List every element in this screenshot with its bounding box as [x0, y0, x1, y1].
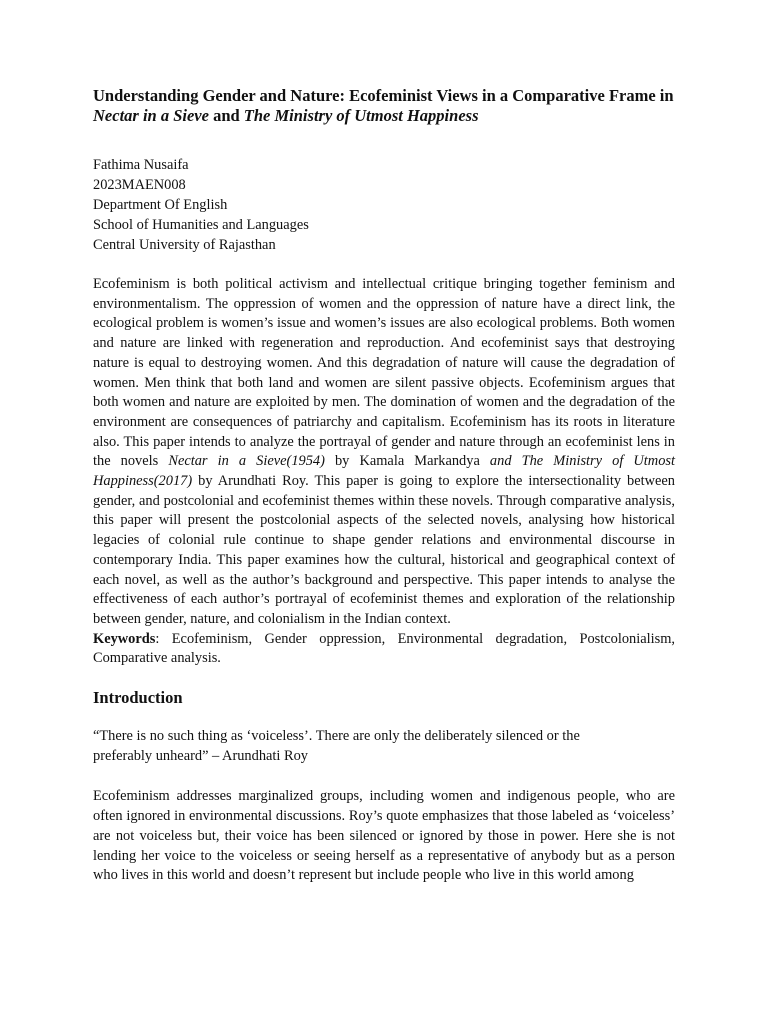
author-id: 2023MAEN008 [93, 177, 186, 193]
author-name: Fathima Nusaifa [93, 157, 189, 173]
keywords [93, 630, 675, 669]
title-novel-1: Nectar in a Sieve [93, 106, 209, 125]
keywords-text: : Ecofeminism, Gender oppression, Environmental degradation, Postcolonialism, Comparative analysis. [93, 630, 675, 667]
introduction-quote: “There is no such thing as ‘voiceless’. There are only the deliberately silenced or the preferably unheard” – Arundhati Roy [93, 728, 580, 764]
abstract-text-2: by Kamala Markandya [324, 453, 490, 470]
introduction-heading: Introduction [93, 688, 183, 708]
paper-title [93, 86, 675, 126]
title-novel-2: The Ministry of Utmost Happiness [243, 106, 479, 125]
author-school: School of Humanities and Languages [93, 217, 309, 233]
author-department: Department Of English [93, 197, 228, 213]
author-university: Central University of Rajasthan [93, 237, 276, 253]
keywords-label: Keywords [93, 630, 156, 647]
abstract-paragraph [93, 275, 675, 630]
author-block [93, 155, 675, 255]
abstract-novel-2: The Ministry of Utmost Happiness(2017) [93, 453, 675, 490]
title-and: and [208, 106, 244, 125]
abstract [93, 275, 675, 669]
title-text: Understanding Gender and Nature: Ecofeminist Views in a Comparative Frame in [93, 86, 674, 105]
abstract-and: and [489, 453, 512, 470]
abstract-text-1: Ecofeminism is both political activism and intellectual critique bringing together feminism and environmentalism. The oppression of women and the oppression of nature have a direct link, the ecological problem is women’s issue and women’s issues are also ecological problems. Both women and nature are linked with regeneration and reproduction. And ecofeminist says that destroying nature is equal to destroying women. And this degradation of nature will cause the degradation of women. Men think that both land and women are silent passive objects. Ecofeminism argues that both women and nature are exploited by men. The domination of women and the degradation of the environment are consequences of patriarchy and capitalism. Ecofeminism has its roots in literature also. This paper intends to analyze the portrayal of gender and nature through an ecofeminist lens in the novels [93, 276, 675, 470]
abstract-novel-1: Nectar in a Sieve(1954) [168, 453, 325, 470]
introduction-paragraph: Ecofeminism addresses marginalized groups, including women and indigenous people, who are often ignored in environmental discussions. Roy’s quote emphasizes that those labeled as ‘voiceless’ are not voiceless but, their voice has been silenced or ignored by those in power. Here she is not lending her voice to the voiceless or seeing herself as a representative of anybody but as a person who lives in this world and doesn’t represent but include people who live in this world among [93, 788, 675, 884]
abstract-text-3: by Arundhati Roy. This paper is going to explore the intersectionality between gender, and postcolonial and ecofeminist themes within these novels. Through comparative analysis, this paper will present the postcolonial aspects of the selected novels, analysing how historical legacies of colonial rule continue to shape gender relations and environmental discourse in contemporary India. This paper examines how the cultural, historical and geographical context of each novel, as well as the author’s background and perspective. This paper intends to analyse the effectiveness of each author’s portrayal of ecofeminist themes and exploration of the relationship between gender, nature, and colonialism in the Indian context. [93, 473, 675, 627]
paper-page [93, 86, 675, 886]
